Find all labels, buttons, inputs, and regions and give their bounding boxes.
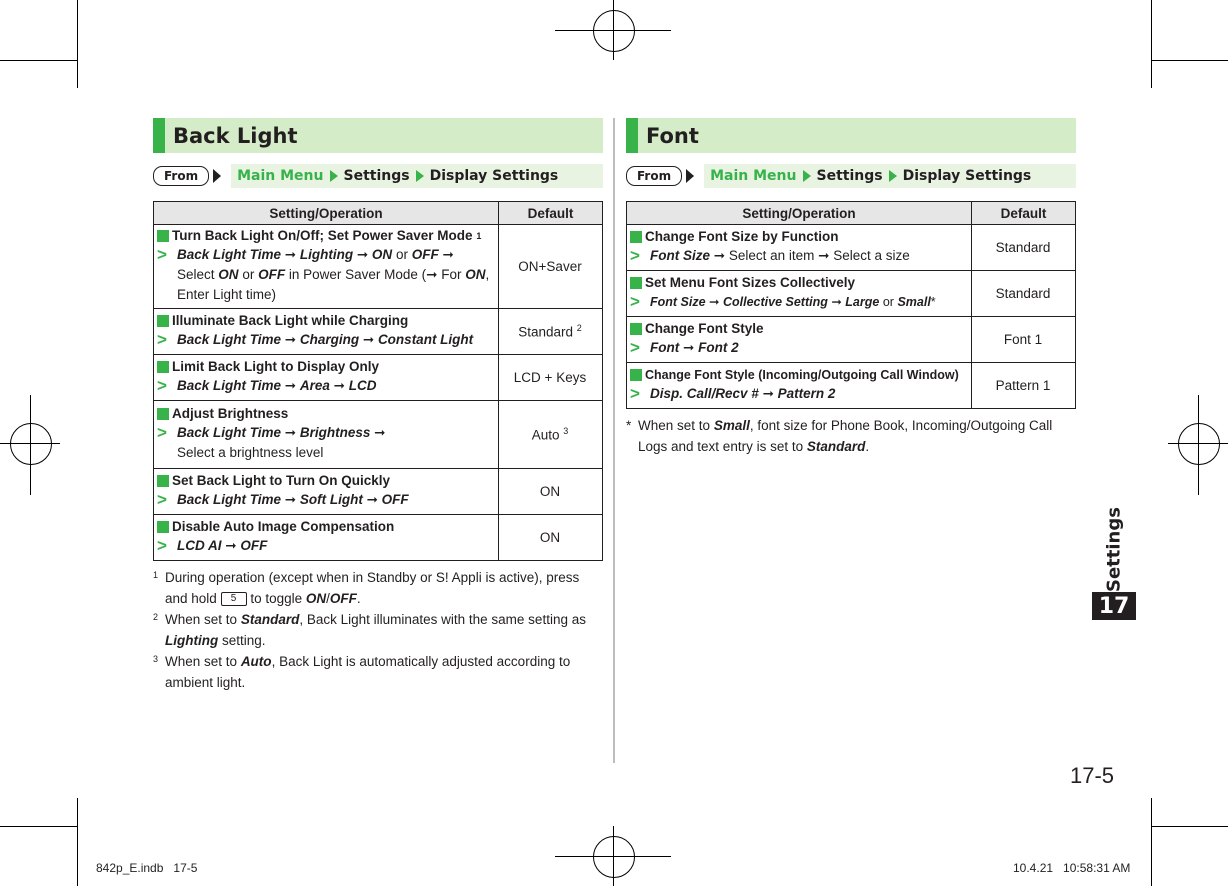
crop-mark bbox=[0, 826, 77, 827]
registration-mark bbox=[593, 836, 635, 878]
page-number: 17-5 bbox=[1070, 763, 1115, 788]
chevron-right-icon bbox=[330, 170, 338, 182]
operation-arrow-icon: > bbox=[157, 245, 167, 264]
registration-mark bbox=[593, 10, 635, 52]
crop-mark bbox=[77, 798, 78, 886]
operation-arrow-icon: > bbox=[157, 330, 167, 349]
key-5-icon: 5 bbox=[221, 592, 247, 606]
table-row bbox=[627, 271, 1076, 317]
operation-text: Back Light Time ➞ Area ➞ LCD bbox=[177, 378, 377, 393]
arrow-right-icon bbox=[686, 169, 694, 183]
operation-text: Font Size ➞ Select an item ➞ Select a size bbox=[650, 248, 910, 263]
operation-text: LCD AI ➞ OFF bbox=[177, 538, 268, 553]
footnote-mark: * bbox=[626, 418, 632, 433]
item-title: Change Font Style bbox=[645, 321, 764, 336]
item-title: Turn Back Light On/Off; Set Power Saver Mode bbox=[172, 228, 473, 243]
path-settings: Settings bbox=[343, 168, 410, 184]
from-badge: From bbox=[153, 166, 209, 186]
item-title: Change Font Size by Function bbox=[645, 229, 839, 244]
operation-arrow-icon: > bbox=[630, 383, 640, 403]
footnotes bbox=[153, 567, 603, 693]
operation-arrow-icon: > bbox=[630, 292, 640, 311]
table-row bbox=[154, 309, 603, 355]
footnote-mark: 1 bbox=[153, 570, 159, 580]
operation-arrow-icon: > bbox=[630, 246, 640, 265]
footnote-ref: 1 bbox=[476, 230, 482, 241]
crop-mark bbox=[1151, 826, 1228, 827]
default-value: ON bbox=[499, 515, 603, 561]
operation-text: Back Light Time ➞ Soft Light ➞ OFF bbox=[177, 492, 409, 507]
item-title: Adjust Brightness bbox=[172, 406, 289, 421]
section-title: Font bbox=[626, 118, 1076, 153]
operation-text: Font Size ➞ Collective Setting ➞ Large or Small* bbox=[650, 295, 936, 309]
bullet-square-icon bbox=[157, 475, 169, 487]
default-value: Standard $^2$ bbox=[499, 309, 603, 355]
column-header: Setting/Operation bbox=[627, 202, 972, 225]
operation-text: Back Light Time ➞ Lighting ➞ ON or OFF ➞ Select ON or OFF in Power Saver Mode (➞ For ON, Enter Light time) bbox=[177, 247, 490, 302]
default-value: Standard bbox=[972, 271, 1076, 317]
footnote: * When set to Small, font size for Phone Book, Incoming/Outgoing Call Logs and text entry is set to Standard. bbox=[626, 415, 1076, 457]
path-main-menu: Main Menu bbox=[237, 168, 324, 184]
crop-mark bbox=[77, 0, 78, 88]
table-row bbox=[154, 355, 603, 401]
operation-text: Disp. Call/Recv # ➞ Pattern 2 bbox=[650, 385, 836, 401]
registration-line bbox=[1198, 395, 1199, 495]
table-row bbox=[627, 225, 1076, 271]
registration-line bbox=[613, 826, 614, 886]
bullet-square-icon bbox=[157, 315, 169, 327]
footnote-mark: 2 bbox=[153, 612, 159, 622]
font-table bbox=[626, 201, 1076, 409]
back-light-table bbox=[153, 201, 603, 561]
registration-line bbox=[613, 0, 614, 60]
column-header: Default bbox=[972, 202, 1076, 225]
table-row bbox=[154, 515, 603, 561]
footer-timestamp: 10.4.21 10:58:31 AM bbox=[1013, 861, 1131, 875]
column-header: Setting/Operation bbox=[154, 202, 499, 225]
chevron-right-icon bbox=[889, 170, 897, 182]
bullet-square-icon bbox=[630, 231, 642, 243]
bullet-square-icon bbox=[157, 521, 169, 533]
table-row bbox=[154, 401, 603, 469]
chevron-right-icon bbox=[803, 170, 811, 182]
crop-mark bbox=[1151, 60, 1228, 61]
navigation-path bbox=[153, 165, 603, 187]
column-divider bbox=[613, 118, 615, 763]
table-row bbox=[154, 225, 603, 309]
item-title: Disable Auto Image Compensation bbox=[172, 519, 395, 534]
operation-arrow-icon: > bbox=[157, 423, 167, 442]
chapter-number: 17 bbox=[1092, 592, 1136, 620]
registration-mark bbox=[1178, 423, 1220, 465]
path-settings: Settings bbox=[816, 168, 883, 184]
bullet-square-icon bbox=[157, 230, 169, 242]
operation-text: Font ➞ Font 2 bbox=[650, 340, 739, 355]
bullet-square-icon bbox=[157, 408, 169, 420]
bullet-square-icon bbox=[157, 361, 169, 373]
footnote: 3 When set to Auto, Back Light is automatically adjusted according to ambient light. bbox=[153, 651, 603, 693]
crop-mark bbox=[1151, 798, 1152, 886]
crop-mark bbox=[0, 60, 77, 61]
footer-file: 842p_E.indb 17-5 bbox=[96, 861, 198, 875]
default-value: ON bbox=[499, 469, 603, 515]
default-value: Auto $^3$ bbox=[499, 401, 603, 469]
footnote-mark: 3 bbox=[153, 654, 159, 664]
default-value: LCD + Keys bbox=[499, 355, 603, 401]
item-title: Set Menu Font Sizes Collectively bbox=[645, 275, 856, 290]
table-row bbox=[627, 363, 1076, 409]
back-light-section bbox=[153, 118, 603, 693]
path-display-settings: Display Settings bbox=[902, 168, 1032, 184]
chapter-tab bbox=[1092, 508, 1136, 620]
footnotes bbox=[626, 415, 1076, 457]
crop-mark bbox=[1151, 0, 1152, 88]
bullet-square-icon bbox=[630, 323, 642, 335]
operation-text: Back Light Time ➞ Brightness ➞ Select a brightness level bbox=[177, 425, 386, 460]
item-title: Change Font Style (Incoming/Outgoing Call Window) bbox=[645, 367, 959, 382]
bullet-square-icon bbox=[630, 369, 642, 381]
registration-mark bbox=[10, 423, 52, 465]
default-value: Standard bbox=[972, 225, 1076, 271]
column-header: Default bbox=[499, 202, 603, 225]
path-main-menu: Main Menu bbox=[710, 168, 797, 184]
arrow-right-icon bbox=[213, 169, 221, 183]
chevron-right-icon bbox=[416, 170, 424, 182]
operation-arrow-icon: > bbox=[630, 338, 640, 357]
navigation-path bbox=[626, 165, 1076, 187]
item-title: Set Back Light to Turn On Quickly bbox=[172, 473, 391, 488]
bullet-square-icon bbox=[630, 277, 642, 289]
table-row bbox=[154, 469, 603, 515]
operation-arrow-icon: > bbox=[157, 490, 167, 509]
item-title: Limit Back Light to Display Only bbox=[172, 359, 380, 374]
default-value: ON+Saver bbox=[499, 225, 603, 309]
table-row bbox=[627, 317, 1076, 363]
chapter-label: Settings bbox=[1103, 507, 1125, 593]
from-badge: From bbox=[626, 166, 682, 186]
font-section bbox=[626, 118, 1076, 457]
footnote: 1 During operation (except when in Standby or S! Appli is active), press and hold 5 to toggle ON/OFF. bbox=[153, 567, 603, 609]
default-value: Font 1 bbox=[972, 317, 1076, 363]
section-title: Back Light bbox=[153, 118, 603, 153]
default-value: Pattern 1 bbox=[972, 363, 1076, 409]
operation-text: Back Light Time ➞ Charging ➞ Constant Light bbox=[177, 332, 474, 347]
item-title: Illuminate Back Light while Charging bbox=[172, 313, 409, 328]
registration-line bbox=[30, 395, 31, 495]
path-display-settings: Display Settings bbox=[429, 168, 559, 184]
operation-arrow-icon: > bbox=[157, 376, 167, 395]
operation-arrow-icon: > bbox=[157, 536, 167, 555]
footnote: 2 When set to Standard, Back Light illuminates with the same setting as Lighting setting. bbox=[153, 609, 603, 651]
